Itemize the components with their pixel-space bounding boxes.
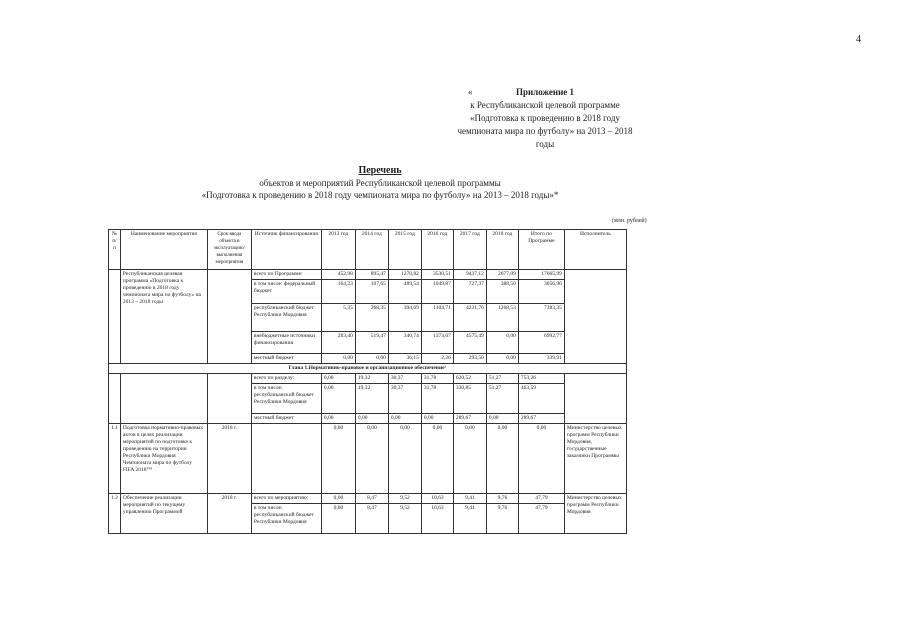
table-row [109, 374, 627, 384]
value-cell: 164,23 [321, 280, 355, 304]
value-cell: 340,74 [388, 332, 421, 354]
value-cell: 452,98 [321, 270, 355, 280]
heading-line: объектов и мероприятий Республиканской целевой программы [259, 178, 501, 188]
program-name: Республиканская целевая программа «Подготовка к проведению в 2018 году чемпионата мира по футболу» на 2013 – 2018 годы [120, 270, 207, 364]
document-heading [150, 165, 610, 201]
source-cell: в том числе: республиканский бюджет Республики Мордовия [251, 504, 321, 534]
value-cell: 0,00 [486, 332, 518, 354]
value-cell: 0,00 [321, 424, 355, 494]
appendix-title: Приложение 1 [515, 87, 575, 97]
source-cell: внебюджетные источники финансирования [251, 332, 321, 354]
value-cell: 36,15 [388, 354, 421, 364]
value-cell: 463,59 [518, 384, 564, 414]
value-cell: 0,00 [321, 384, 355, 414]
value-cell: 10,63 [421, 494, 453, 504]
value-cell: 1049,87 [421, 280, 453, 304]
value-cell: 10,63 [421, 504, 453, 534]
value-cell: 9,76 [486, 504, 518, 534]
value-cell: 9,52 [388, 504, 421, 534]
source-cell [251, 424, 321, 494]
value-cell: 47,79 [518, 504, 564, 534]
source-cell: в том числе: федеральный бюджет [251, 280, 321, 304]
value-cell: 620,52 [453, 374, 486, 384]
value-cell: 753,26 [518, 374, 564, 384]
value-cell: 9,52 [388, 494, 421, 504]
section-header-row [109, 364, 627, 374]
value-cell: 3530,51 [421, 270, 453, 280]
header-2017: 2017 год [453, 230, 486, 270]
value-cell: 9,41 [453, 494, 486, 504]
header-source: Источник финансирования [251, 230, 321, 270]
value-cell: 1270,82 [388, 270, 421, 280]
appendix-quote-mark: « [468, 87, 473, 97]
value-cell: 0,00 [486, 424, 518, 494]
header-num: № п/п [109, 230, 121, 270]
value-cell: 519,47 [355, 332, 388, 354]
value-cell: 283,40 [321, 332, 355, 354]
source-cell: местный бюджет [251, 414, 321, 424]
item-name: Подготовка нормативно-правовых актов в целях реализации мероприятий по подготовке к проведению на территории Республики Мордовия Чемпионата мира по футболу FIFA 2018™ [120, 424, 207, 494]
value-cell: 19,32 [355, 374, 388, 384]
value-cell: 289,67 [453, 414, 486, 424]
value-cell: 5,35 [321, 304, 355, 332]
header-name: Наименование мероприятия [120, 230, 207, 270]
cell-executor [564, 374, 626, 424]
header-2013: 2013 год [321, 230, 355, 270]
source-cell: республиканский бюджет Республики Мордовия [251, 304, 321, 332]
value-cell: 0,00 [421, 424, 453, 494]
value-cell: 0,00 [486, 354, 518, 364]
value-cell: 0,00 [321, 414, 355, 424]
value-cell: 4231,76 [453, 304, 486, 332]
value-cell: 0,00 [321, 494, 355, 504]
item-executor: Министерство целевых программ Республики Мордовия, государственные заказчики Программы [564, 424, 626, 494]
heading-line: «Подготовка к проведению в 2018 году чемпионата мира по футболу» на 2013 – 2018 годы»* [201, 190, 559, 200]
value-cell: 0,00 [421, 414, 453, 424]
value-cell: 0,00 [388, 414, 421, 424]
value-cell: 9,41 [453, 504, 486, 534]
program-table [108, 229, 627, 534]
value-cell: 388,50 [486, 280, 518, 304]
item-term: 2018 г. [207, 424, 251, 494]
value-cell: 1104,71 [421, 304, 453, 332]
value-cell: 0,00 [486, 414, 518, 424]
value-cell: 394,69 [388, 304, 421, 332]
cell-num [109, 270, 121, 364]
value-cell: 8,47 [355, 504, 388, 534]
cell-num [109, 374, 121, 424]
table-row [109, 494, 627, 504]
header-2018: 2018 год [486, 230, 518, 270]
value-cell: 17665,99 [518, 270, 564, 280]
section-title: Глава 1.Нормативно-правовое и организационное обеспечение¹ [109, 364, 627, 374]
source-cell: в том числе: республиканский бюджет Республики Мордовия [251, 384, 321, 414]
value-cell: 47,79 [518, 494, 564, 504]
units-label: (млн. рублей) [612, 218, 647, 224]
table-row [109, 424, 627, 494]
value-cell: 330,85 [453, 384, 486, 414]
heading-title: Перечень [358, 165, 402, 176]
value-cell: 0,00 [355, 354, 388, 364]
item-num: 1.1 [109, 424, 121, 494]
value-cell: 895,47 [355, 270, 388, 280]
page-number: 4 [856, 34, 861, 45]
appendix-block [410, 86, 680, 151]
value-cell: 6992,77 [518, 332, 564, 354]
item-name: Обеспечение реализации мероприятий по текущему управлению Программой [120, 494, 207, 534]
cell-executor [564, 270, 626, 364]
value-cell: 489,54 [388, 280, 421, 304]
cell-term [207, 270, 251, 364]
value-cell: 31,78 [421, 374, 453, 384]
appendix-line: годы [535, 139, 555, 149]
source-cell: всего по Программе: [251, 270, 321, 280]
value-cell: 0,00 [321, 354, 355, 364]
value-cell: 9437,12 [453, 270, 486, 280]
value-cell: 293,50 [453, 354, 486, 364]
value-cell: 0,00 [355, 424, 388, 494]
value-cell: 0,00 [355, 414, 388, 424]
item-num: 1.2 [109, 494, 121, 534]
cell-term [207, 374, 251, 424]
value-cell: 8,47 [355, 494, 388, 504]
value-cell: 0,00 [388, 424, 421, 494]
value-cell: 339,91 [518, 354, 564, 364]
header-2015: 2015 год [388, 230, 421, 270]
value-cell: 4575,49 [453, 332, 486, 354]
value-cell: 2677,09 [486, 270, 518, 280]
value-cell: 268,35 [355, 304, 388, 332]
value-cell: 1373,67 [421, 332, 453, 354]
source-cell: местный бюджет [251, 354, 321, 364]
value-cell: 1268,53 [486, 304, 518, 332]
value-cell: 3056,96 [518, 280, 564, 304]
value-cell: 30,37 [388, 384, 421, 414]
value-cell: 51,27 [486, 384, 518, 414]
header-term: Срок ввода объекта в эксплуатацию/ выполнения мероприятия [207, 230, 251, 270]
value-cell: 2,26 [421, 354, 453, 364]
value-cell: 0,00 [321, 504, 355, 534]
header-2016: 2016 год [421, 230, 453, 270]
header-2014: 2014 год [355, 230, 388, 270]
value-cell: 289,67 [518, 414, 564, 424]
value-cell: 107,65 [355, 280, 388, 304]
table-header-row [109, 230, 627, 270]
value-cell: 51,27 [486, 374, 518, 384]
appendix-line: «Подготовка к проведению в 2018 году [470, 113, 620, 123]
appendix-line: чемпионата мира по футболу» на 2013 – 2018 [457, 126, 633, 136]
header-total: Итого по Программе [518, 230, 564, 270]
value-cell: 727,37 [453, 280, 486, 304]
value-cell: 0,00 [321, 374, 355, 384]
cell-name [120, 374, 207, 424]
table-row [109, 270, 627, 280]
item-executor: Министерство целевых программ Республики Мордовия [564, 494, 626, 534]
value-cell: 31,78 [421, 384, 453, 414]
header-executor: Исполнитель [564, 230, 626, 270]
value-cell: 7383,35 [518, 304, 564, 332]
value-cell: 19,32 [355, 384, 388, 414]
value-cell: 0,00 [453, 424, 486, 494]
source-cell: всего по разделу: [251, 374, 321, 384]
value-cell: 0,00 [518, 424, 564, 494]
value-cell: 30,37 [388, 374, 421, 384]
source-cell: всего по мероприятию: [251, 494, 321, 504]
item-term: 2018 г. [207, 494, 251, 534]
appendix-line: к Республиканской целевой программе [470, 100, 620, 110]
value-cell: 9,76 [486, 494, 518, 504]
